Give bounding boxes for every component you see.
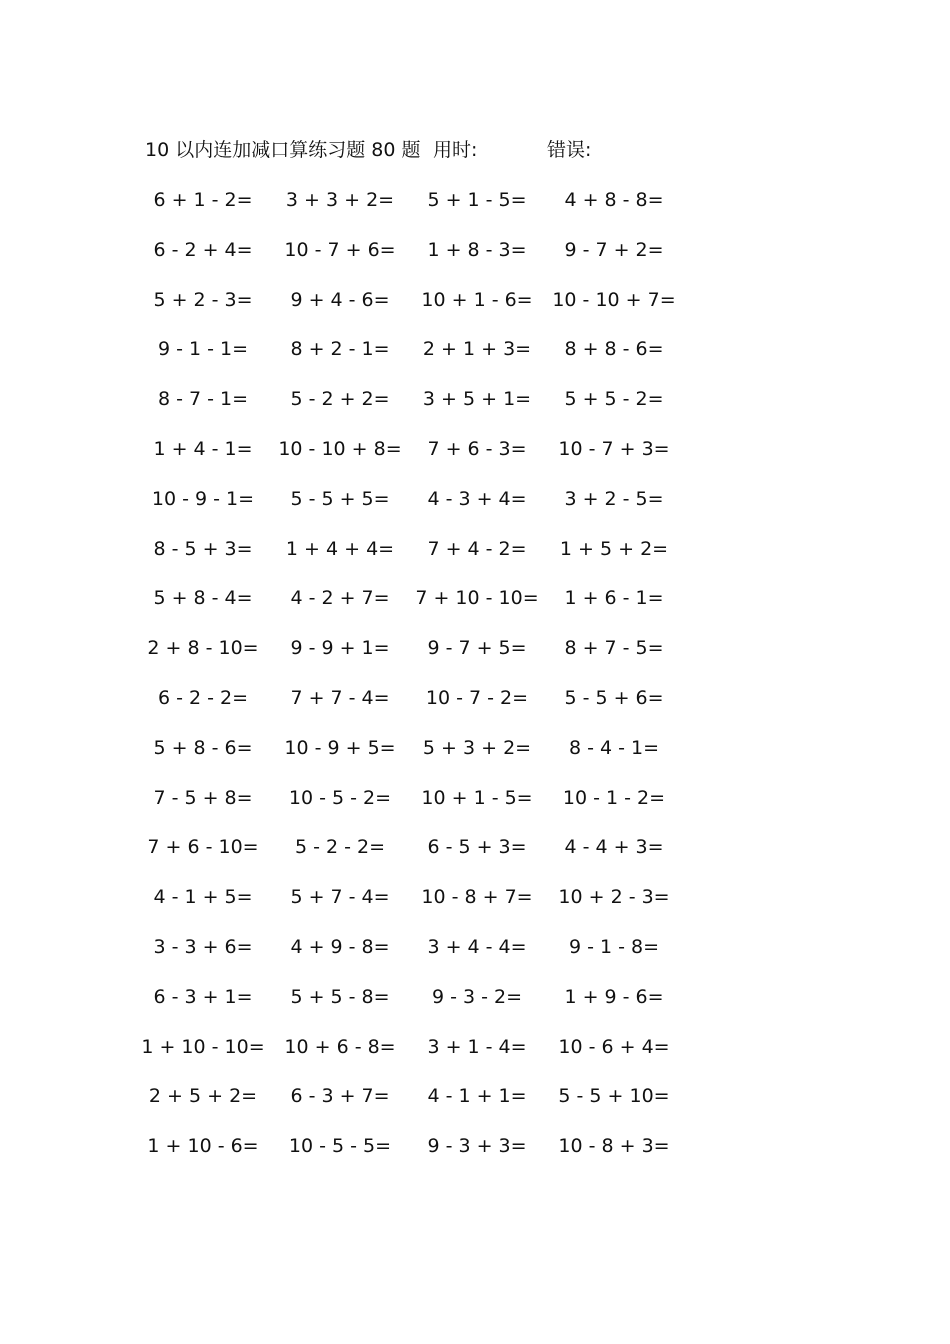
arithmetic-problem: 8 - 5 + 3= (153, 537, 253, 560)
problem-row (130, 1134, 690, 1184)
arithmetic-problem: 7 + 7 - 4= (290, 686, 390, 709)
arithmetic-problem: 1 + 10 - 10= (141, 1035, 265, 1058)
errors-label: 错误: (547, 139, 592, 161)
worksheet-title: 10 以内连加减口算练习题 80 题 (145, 139, 421, 161)
arithmetic-problem: 10 - 6 + 4= (558, 1035, 670, 1058)
arithmetic-problem: 10 - 8 + 3= (558, 1135, 670, 1158)
problem-row (130, 736, 690, 786)
arithmetic-problem: 3 + 4 - 4= (427, 935, 527, 958)
arithmetic-problem: 10 + 2 - 3= (558, 886, 670, 909)
arithmetic-problem: 1 + 10 - 6= (147, 1135, 259, 1158)
arithmetic-problem: 3 + 1 - 4= (427, 1035, 527, 1058)
arithmetic-problem: 1 + 6 - 1= (564, 587, 664, 610)
arithmetic-problem: 5 - 2 + 2= (290, 388, 390, 411)
arithmetic-problem: 8 + 8 - 6= (564, 338, 664, 361)
arithmetic-problem: 5 - 5 + 5= (290, 487, 390, 510)
problem-row (130, 288, 690, 338)
problem-row (130, 387, 690, 437)
arithmetic-problem: 1 + 9 - 6= (564, 985, 664, 1008)
arithmetic-problem: 5 + 7 - 4= (290, 886, 390, 909)
arithmetic-problem: 7 - 5 + 8= (153, 786, 253, 809)
arithmetic-problem: 10 - 7 + 3= (558, 437, 670, 460)
arithmetic-problem: 6 + 1 - 2= (153, 189, 253, 211)
arithmetic-problem: 8 - 7 - 1= (157, 388, 249, 411)
arithmetic-problem: 5 + 1 - 5= (427, 189, 527, 211)
arithmetic-problem: 6 - 5 + 3= (427, 836, 527, 859)
arithmetic-problem: 4 - 4 + 3= (564, 836, 664, 859)
problem-row (130, 188, 690, 238)
arithmetic-problem: 5 + 3 + 2= (422, 736, 532, 759)
arithmetic-problem: 10 - 7 - 2= (425, 686, 529, 709)
arithmetic-problem: 5 + 5 - 8= (290, 985, 390, 1008)
arithmetic-problem: 2 + 1 + 3= (422, 338, 532, 361)
problem-row (130, 487, 690, 537)
arithmetic-problem: 5 + 8 - 6= (153, 736, 253, 759)
problem-row (130, 337, 690, 387)
problem-row (130, 885, 690, 935)
arithmetic-problem: 4 - 1 + 1= (427, 1085, 527, 1108)
arithmetic-problem: 10 - 1 - 2= (562, 786, 666, 809)
arithmetic-problem: 4 - 1 + 5= (153, 886, 253, 909)
problem-row (130, 1035, 690, 1085)
arithmetic-problem: 7 + 6 - 3= (427, 437, 527, 460)
arithmetic-problem: 5 + 5 - 2= (564, 388, 664, 411)
arithmetic-problem: 6 - 2 - 2= (157, 686, 249, 709)
problem-row (130, 586, 690, 636)
arithmetic-problem: 6 - 3 + 7= (290, 1085, 390, 1108)
arithmetic-problem: 10 - 9 + 5= (284, 736, 396, 759)
arithmetic-problem: 8 + 2 - 1= (290, 338, 390, 361)
arithmetic-problem: 8 - 4 - 1= (568, 736, 660, 759)
arithmetic-problem: 10 - 9 - 1= (151, 487, 255, 510)
arithmetic-problem: 10 + 1 - 5= (421, 786, 533, 809)
arithmetic-problem: 10 - 5 - 5= (288, 1135, 392, 1158)
arithmetic-problem: 10 + 6 - 8= (284, 1035, 396, 1058)
arithmetic-problem: 1 + 8 - 3= (427, 238, 527, 261)
arithmetic-problem: 9 - 1 - 8= (568, 935, 660, 958)
arithmetic-problem: 5 - 5 + 10= (558, 1085, 670, 1108)
arithmetic-problem: 10 - 5 - 2= (288, 786, 392, 809)
arithmetic-problem: 10 + 1 - 6= (421, 288, 533, 311)
problem-row (130, 1084, 690, 1134)
problem-row (130, 786, 690, 836)
problem-row (130, 686, 690, 736)
arithmetic-problem: 9 - 7 + 5= (427, 637, 527, 660)
arithmetic-problem: 10 - 7 + 6= (284, 238, 396, 261)
arithmetic-problem: 7 + 4 - 2= (427, 537, 527, 560)
arithmetic-problem: 6 - 3 + 1= (153, 985, 253, 1008)
arithmetic-problem: 9 - 9 + 1= (290, 637, 390, 660)
problem-row (130, 985, 690, 1035)
arithmetic-problem: 2 + 5 + 2= (148, 1085, 258, 1108)
problem-row (130, 636, 690, 686)
problem-row (130, 238, 690, 288)
arithmetic-problem: 10 - 10 + 7= (552, 288, 676, 311)
arithmetic-problem: 4 + 9 - 8= (290, 935, 390, 958)
arithmetic-problem: 9 + 4 - 6= (290, 288, 390, 311)
arithmetic-problem: 2 + 8 - 10= (147, 637, 259, 660)
arithmetic-problem: 3 - 3 + 6= (153, 935, 253, 958)
arithmetic-problem: 4 + 8 - 8= (564, 189, 664, 211)
arithmetic-problem: 4 - 2 + 7= (290, 587, 390, 610)
problem-row (130, 835, 690, 885)
arithmetic-problem: 5 - 2 - 2= (294, 836, 386, 859)
arithmetic-problem: 10 - 8 + 7= (421, 886, 533, 909)
arithmetic-problem: 9 - 3 - 2= (431, 985, 523, 1008)
arithmetic-problem: 3 + 5 + 1= (422, 388, 532, 411)
arithmetic-problem: 9 - 1 - 1= (157, 338, 249, 361)
arithmetic-problem: 7 + 10 - 10= (415, 587, 539, 610)
arithmetic-problem: 8 + 7 - 5= (564, 637, 664, 660)
arithmetic-problem: 9 - 3 + 3= (427, 1135, 527, 1158)
arithmetic-problem: 1 + 4 - 1= (153, 437, 253, 460)
arithmetic-problem: 3 + 2 - 5= (564, 487, 664, 510)
arithmetic-problem: 3 + 3 + 2= (285, 189, 395, 211)
arithmetic-problem: 1 + 5 + 2= (559, 537, 669, 560)
arithmetic-problem: 10 - 10 + 8= (278, 437, 402, 460)
arithmetic-problem: 6 - 2 + 4= (153, 238, 253, 261)
time-used-label: 用时: (433, 139, 478, 161)
arithmetic-problem: 4 - 3 + 4= (427, 487, 527, 510)
problem-grid (130, 188, 690, 1184)
arithmetic-problem: 7 + 6 - 10= (147, 836, 259, 859)
arithmetic-problem: 1 + 4 + 4= (285, 537, 395, 560)
problem-row (130, 537, 690, 587)
problem-row (130, 437, 690, 487)
arithmetic-problem: 5 - 5 + 6= (564, 686, 664, 709)
arithmetic-problem: 5 + 8 - 4= (153, 587, 253, 610)
arithmetic-problem: 9 - 7 + 2= (564, 238, 664, 261)
problem-row (130, 935, 690, 985)
arithmetic-problem: 5 + 2 - 3= (153, 288, 253, 311)
